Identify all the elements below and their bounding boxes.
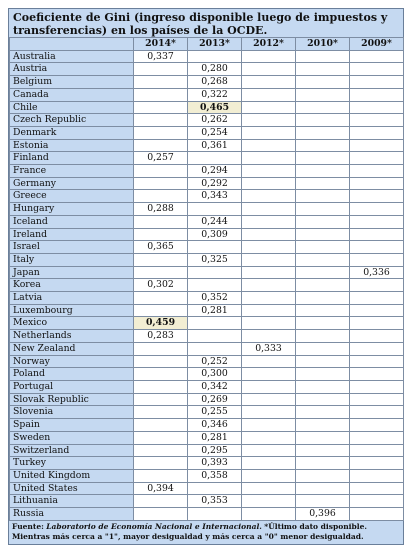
table-row (10, 406, 404, 419)
value-cell: 0,396 (296, 508, 350, 521)
country-cell: Portugal (10, 380, 134, 393)
value-cell (350, 203, 404, 216)
value-cell (242, 228, 296, 241)
value-cell (242, 508, 296, 521)
value-cell (350, 101, 404, 114)
column-header-2009: 2009* (350, 38, 404, 51)
table-row (10, 469, 404, 482)
value-cell: 0,254 (188, 126, 242, 139)
country-cell: Mexico (10, 317, 134, 330)
table-row (10, 304, 404, 317)
country-cell: Finland (10, 152, 134, 165)
value-cell (242, 495, 296, 508)
value-cell (242, 152, 296, 165)
country-cell: Estonia (10, 139, 134, 152)
value-cell (350, 228, 404, 241)
country-cell: Norway (10, 355, 134, 368)
country-cell: France (10, 165, 134, 178)
value-cell (296, 101, 350, 114)
value-cell (350, 152, 404, 165)
table-row (10, 279, 404, 292)
country-cell: Spain (10, 419, 134, 432)
value-cell (242, 50, 296, 63)
value-cell (134, 190, 188, 203)
value-cell (296, 139, 350, 152)
value-cell (296, 342, 350, 355)
country-cell: New Zealand (10, 342, 134, 355)
value-cell: 0,394 (134, 482, 188, 495)
table-row (10, 228, 404, 241)
value-cell (350, 126, 404, 139)
value-cell (350, 342, 404, 355)
country-cell: Denmark (10, 126, 134, 139)
value-cell: 0,459 (134, 317, 188, 330)
value-cell (134, 368, 188, 381)
value-cell (188, 266, 242, 279)
table-row (10, 177, 404, 190)
value-cell (350, 469, 404, 482)
table-row (10, 203, 404, 216)
value-cell (350, 114, 404, 127)
country-cell: United States (10, 482, 134, 495)
table-row (10, 457, 404, 470)
column-header-2012: 2012* (242, 38, 296, 51)
value-cell (242, 393, 296, 406)
value-cell (134, 177, 188, 190)
value-cell: 0,268 (188, 76, 242, 89)
value-cell (296, 88, 350, 101)
value-cell (188, 482, 242, 495)
value-cell: 0,365 (134, 241, 188, 254)
table-row (10, 63, 404, 76)
value-cell (296, 444, 350, 457)
value-cell (350, 419, 404, 432)
value-cell (350, 304, 404, 317)
country-cell: Ireland (10, 228, 134, 241)
value-cell (350, 495, 404, 508)
value-cell (134, 431, 188, 444)
value-cell (350, 330, 404, 343)
value-cell (296, 304, 350, 317)
value-cell (242, 292, 296, 305)
value-cell (134, 88, 188, 101)
table-row (10, 253, 404, 266)
country-cell: Switzerland (10, 444, 134, 457)
value-cell (188, 330, 242, 343)
value-cell (134, 63, 188, 76)
country-cell: Czech Republic (10, 114, 134, 127)
country-cell: Sweden (10, 431, 134, 444)
value-cell (242, 355, 296, 368)
country-cell: Russia (10, 508, 134, 521)
gini-table-panel (8, 8, 404, 545)
value-cell (296, 406, 350, 419)
value-cell: 0,309 (188, 228, 242, 241)
country-cell: Poland (10, 368, 134, 381)
value-cell (296, 190, 350, 203)
value-cell (296, 215, 350, 228)
table-row (10, 393, 404, 406)
value-cell (296, 152, 350, 165)
value-cell (296, 76, 350, 89)
value-cell (296, 380, 350, 393)
footer-source-name: Laboratorio de Economía Nacional e Internacional. (46, 521, 262, 531)
column-header-2010: 2010* (296, 38, 350, 51)
value-cell: 0,280 (188, 63, 242, 76)
value-cell (242, 253, 296, 266)
value-cell (134, 393, 188, 406)
table-row (10, 114, 404, 127)
country-cell: Austria (10, 63, 134, 76)
value-cell (350, 368, 404, 381)
value-cell (188, 279, 242, 292)
value-cell (350, 380, 404, 393)
value-cell (296, 368, 350, 381)
footer-source-label: Fuente: (12, 521, 44, 531)
country-cell: Turkey (10, 457, 134, 470)
table-row (10, 317, 404, 330)
value-cell (242, 380, 296, 393)
value-cell (296, 177, 350, 190)
table-row (10, 126, 404, 139)
table-row (10, 380, 404, 393)
value-cell (296, 469, 350, 482)
value-cell (296, 457, 350, 470)
value-cell (242, 368, 296, 381)
value-cell: 0,393 (188, 457, 242, 470)
value-cell (134, 139, 188, 152)
value-cell (188, 508, 242, 521)
country-cell: Japan (10, 266, 134, 279)
value-cell (134, 444, 188, 457)
value-cell: 0,325 (188, 253, 242, 266)
value-cell: 0,281 (188, 431, 242, 444)
table-row (10, 482, 404, 495)
value-cell (134, 266, 188, 279)
value-cell (242, 203, 296, 216)
table-row (10, 88, 404, 101)
value-cell (242, 177, 296, 190)
value-cell (134, 419, 188, 432)
header-row (10, 38, 404, 51)
value-cell (350, 88, 404, 101)
gini-table (9, 37, 404, 521)
country-cell: Netherlands (10, 330, 134, 343)
value-cell: 0,465 (188, 101, 242, 114)
value-cell (134, 342, 188, 355)
value-cell (242, 431, 296, 444)
value-cell (296, 165, 350, 178)
value-cell (296, 266, 350, 279)
value-cell: 0,269 (188, 393, 242, 406)
column-header-2013: 2013* (188, 38, 242, 51)
table-row (10, 165, 404, 178)
value-cell (350, 406, 404, 419)
value-cell (296, 317, 350, 330)
value-cell (350, 76, 404, 89)
value-cell (296, 419, 350, 432)
country-cell: Korea (10, 279, 134, 292)
value-cell (134, 495, 188, 508)
value-cell (296, 495, 350, 508)
value-cell (134, 76, 188, 89)
value-cell (296, 253, 350, 266)
value-cell (296, 50, 350, 63)
value-cell (350, 482, 404, 495)
value-cell (242, 241, 296, 254)
value-cell (242, 457, 296, 470)
value-cell: 0,302 (134, 279, 188, 292)
table-row (10, 431, 404, 444)
table-row (10, 368, 404, 381)
country-cell: Israel (10, 241, 134, 254)
value-cell: 0,255 (188, 406, 242, 419)
value-cell (242, 469, 296, 482)
value-cell (296, 228, 350, 241)
value-cell (350, 431, 404, 444)
column-header-country (10, 38, 134, 51)
value-cell (350, 393, 404, 406)
table-row (10, 241, 404, 254)
value-cell: 0,257 (134, 152, 188, 165)
value-cell (188, 317, 242, 330)
value-cell (296, 431, 350, 444)
value-cell: 0,352 (188, 292, 242, 305)
value-cell (134, 215, 188, 228)
value-cell (242, 482, 296, 495)
value-cell (134, 304, 188, 317)
value-cell (134, 380, 188, 393)
value-cell: 0,358 (188, 469, 242, 482)
value-cell (296, 482, 350, 495)
value-cell (242, 63, 296, 76)
value-cell (242, 330, 296, 343)
value-cell (296, 330, 350, 343)
country-cell: Canada (10, 88, 134, 101)
value-cell: 0,281 (188, 304, 242, 317)
country-cell: Hungary (10, 203, 134, 216)
value-cell: 0,252 (188, 355, 242, 368)
value-cell (134, 165, 188, 178)
value-cell (350, 279, 404, 292)
value-cell: 0,337 (134, 50, 188, 63)
value-cell (350, 50, 404, 63)
value-cell (134, 101, 188, 114)
value-cell (134, 406, 188, 419)
value-cell (296, 241, 350, 254)
country-cell: Slovenia (10, 406, 134, 419)
value-cell (350, 177, 404, 190)
value-cell: 0,292 (188, 177, 242, 190)
country-cell: Greece (10, 190, 134, 203)
country-cell: Germany (10, 177, 134, 190)
value-cell (188, 50, 242, 63)
table-row (10, 139, 404, 152)
table-row (10, 495, 404, 508)
value-cell: 0,262 (188, 114, 242, 127)
value-cell (296, 355, 350, 368)
value-cell (350, 317, 404, 330)
value-cell: 0,300 (188, 368, 242, 381)
value-cell: 0,283 (134, 330, 188, 343)
table-row (10, 508, 404, 521)
value-cell (242, 266, 296, 279)
table-row (10, 355, 404, 368)
value-cell (296, 203, 350, 216)
country-cell: United Kingdom (10, 469, 134, 482)
value-cell (296, 292, 350, 305)
table-row (10, 266, 404, 279)
value-cell (134, 469, 188, 482)
value-cell (296, 63, 350, 76)
value-cell (188, 342, 242, 355)
value-cell: 0,336 (350, 266, 404, 279)
value-cell (350, 241, 404, 254)
country-cell: Luxembourg (10, 304, 134, 317)
value-cell (350, 444, 404, 457)
value-cell (350, 190, 404, 203)
value-cell (350, 63, 404, 76)
table-body (10, 50, 404, 520)
value-cell: 0,322 (188, 88, 242, 101)
table-row (10, 101, 404, 114)
table-row (10, 190, 404, 203)
value-cell: 0,342 (188, 380, 242, 393)
value-cell (242, 419, 296, 432)
value-cell (350, 508, 404, 521)
value-cell (134, 126, 188, 139)
value-cell (350, 215, 404, 228)
value-cell (350, 355, 404, 368)
value-cell (350, 165, 404, 178)
value-cell (134, 292, 188, 305)
value-cell (242, 76, 296, 89)
value-cell (134, 114, 188, 127)
country-cell: Chile (10, 101, 134, 114)
value-cell (350, 253, 404, 266)
table-row (10, 444, 404, 457)
value-cell: 0,353 (188, 495, 242, 508)
table-row (10, 152, 404, 165)
country-cell: Lithuania (10, 495, 134, 508)
country-cell: Slovak Republic (10, 393, 134, 406)
value-cell (134, 508, 188, 521)
value-cell (242, 406, 296, 419)
value-cell: 0,294 (188, 165, 242, 178)
table-row (10, 215, 404, 228)
value-cell (188, 241, 242, 254)
value-cell (134, 457, 188, 470)
value-cell: 0,244 (188, 215, 242, 228)
country-cell: Australia (10, 50, 134, 63)
table-row (10, 342, 404, 355)
value-cell (242, 165, 296, 178)
footer-note (9, 521, 403, 544)
value-cell: 0,295 (188, 444, 242, 457)
value-cell (134, 355, 188, 368)
table-row (10, 292, 404, 305)
value-cell (134, 253, 188, 266)
value-cell (242, 215, 296, 228)
value-cell (296, 279, 350, 292)
value-cell: 0,361 (188, 139, 242, 152)
value-cell (242, 126, 296, 139)
value-cell: 0,288 (134, 203, 188, 216)
table-row (10, 76, 404, 89)
value-cell (242, 114, 296, 127)
country-cell: Italy (10, 253, 134, 266)
value-cell (296, 126, 350, 139)
value-cell (188, 203, 242, 216)
value-cell (242, 304, 296, 317)
value-cell (296, 114, 350, 127)
table-row (10, 419, 404, 432)
table-title: Coeficiente de Gini (ingreso disponible luego de impuestos y transferencias) en los países de la OCDE. (13, 11, 388, 37)
value-cell (188, 152, 242, 165)
value-cell (350, 457, 404, 470)
country-cell: Belgium (10, 76, 134, 89)
value-cell: 0,346 (188, 419, 242, 432)
table-row (10, 330, 404, 343)
table-row (10, 50, 404, 63)
column-header-2014: 2014* (134, 38, 188, 51)
country-cell: Latvia (10, 292, 134, 305)
value-cell: 0,343 (188, 190, 242, 203)
value-cell (242, 279, 296, 292)
value-cell (242, 88, 296, 101)
value-cell (242, 139, 296, 152)
country-cell: Iceland (10, 215, 134, 228)
value-cell (350, 292, 404, 305)
value-cell (350, 139, 404, 152)
value-cell (242, 444, 296, 457)
value-cell (242, 317, 296, 330)
value-cell (296, 393, 350, 406)
footer-note-text: *Último dato disponible. Mientras más cerca a "1", mayor desigualdad y más cerca a "0" menor desigualdad. (12, 521, 367, 541)
value-cell (134, 228, 188, 241)
value-cell (242, 101, 296, 114)
value-cell (242, 190, 296, 203)
value-cell: 0,333 (242, 342, 296, 355)
